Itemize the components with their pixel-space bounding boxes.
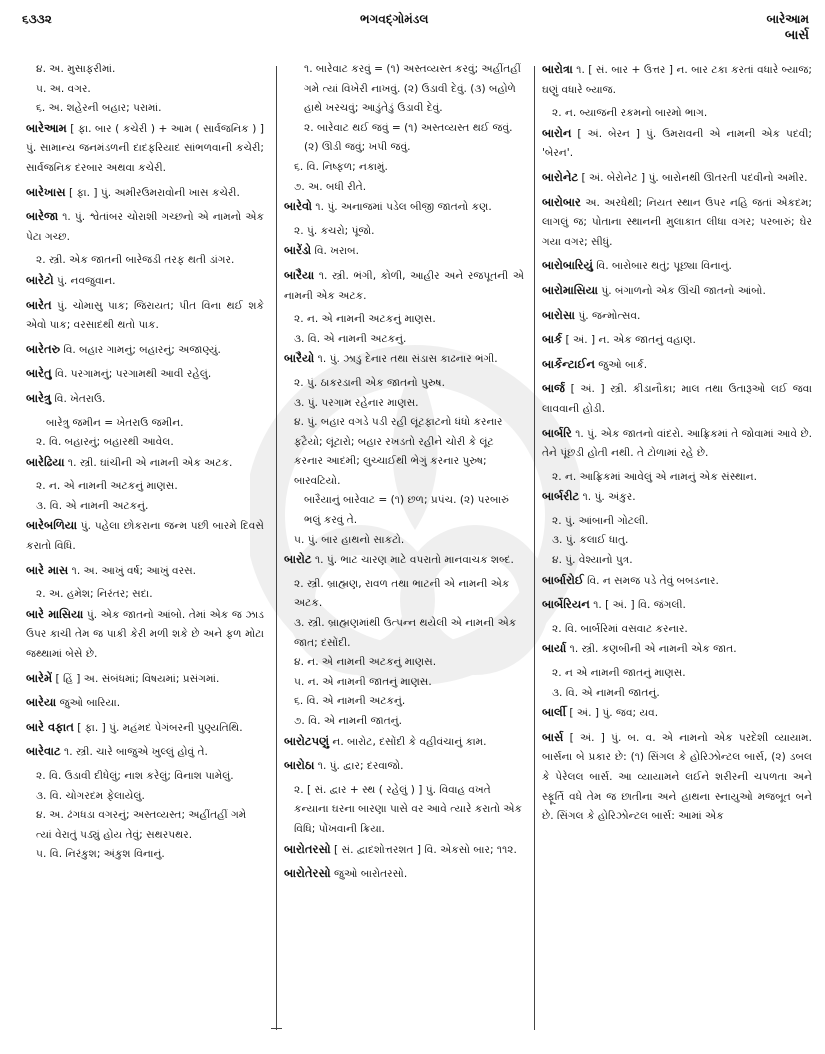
headword: બારૈયા	[284, 267, 315, 282]
dictionary-column-2	[284, 60, 524, 889]
definition-text: [ અં. ] ન. એક જાતનું વહાણ.	[562, 334, 696, 347]
headword: બારોટ	[284, 552, 312, 567]
headword: બારેખાસ	[26, 184, 66, 199]
headword: બારોતેરસો	[284, 866, 331, 881]
dictionary-entry	[26, 389, 264, 410]
headword: બારોસા	[542, 307, 576, 322]
headword: બારેતરુ	[26, 341, 61, 356]
entry-sense	[284, 575, 524, 614]
entry-sense	[284, 178, 524, 198]
dictionary-entry	[542, 281, 812, 302]
dictionary-entry	[284, 266, 524, 306]
entry-sense	[284, 692, 524, 712]
dictionary-entry	[542, 124, 812, 164]
dictionary-entry	[26, 271, 264, 292]
dictionary-entry	[542, 424, 812, 464]
entry-sense	[284, 531, 524, 551]
definition-text: [ અં. બેરન ] પું. ઉમરાવની એ નામની એક પદવી; 'બેરન'.	[542, 127, 812, 160]
definition-text: ૫. વિ. નિરંકુશ; અંકુશ વિનાનું.	[36, 848, 165, 861]
definition-text: ૧. પું. દ્વાર; દરવાજો.	[314, 760, 404, 773]
definition-text: ૧. પું. ઝાડુ દેનાર તથા સંડાસ કાઢનાર ભંગી.	[314, 353, 498, 366]
definition-text: જુઓ બાર્ક.	[594, 358, 648, 371]
definition-text: [ અં. ] પું. જવ; યવ.	[566, 707, 659, 720]
entry-sense	[26, 477, 264, 497]
dictionary-entry	[284, 197, 524, 218]
headword: બારેત્રુ	[26, 390, 52, 405]
entry-sense	[26, 99, 264, 119]
definition-text: ૧. પું. એક જાતનો વાંદરો. આફ્રિકમાં તે જોવામાં આવે છે. તેને પૂંછડી હોતી નથી. તે ટોળામાં રહે છે.	[542, 427, 812, 460]
dictionary-entry	[542, 487, 812, 508]
definition-text: ૩. વિ. એ નામની જાતનું.	[552, 686, 660, 699]
definition-text: ૧. પું. ભાટ ચારણ માટે વપરાતો માનવાચક શબ્દ.	[311, 554, 514, 567]
entry-sense	[542, 104, 812, 124]
entry-sense	[284, 60, 524, 119]
entry-sense	[284, 158, 524, 178]
definition-text: [ અં. બેરોનેટ ] પું. બારોનથી ઊતરતી પદવીનો અમીર.	[578, 171, 808, 184]
headword: બારોતરસો	[284, 841, 331, 856]
headword: બાર્બેરિયન	[542, 597, 590, 612]
dictionary-entry	[542, 168, 812, 189]
dictionary-entry	[26, 516, 264, 556]
definition-text: ૨. પું. આંબાની ગોટલી.	[552, 514, 649, 527]
entry-sense	[542, 551, 812, 571]
page-number: ૬૩૩૨	[22, 12, 52, 26]
definition-text: ૨. [ સં. દ્વાર + સ્થ ( રહેલું ) ] પું. વિવાહ વખતે કન્યાના ઘરના બારણા પાસે વર આવે ત્યારે કરાતો એક વિધિ; પોંખવાની ક્રિયા.	[294, 783, 523, 835]
definition-text: વિ. ન સમજ પડે તેવું બબડનાર.	[583, 574, 719, 587]
dictionary-entry	[542, 60, 812, 100]
definition-text: ૨. અ. હમેશ; નિરંતર; સદા.	[36, 588, 153, 601]
entry-sense	[542, 664, 812, 684]
dictionary-entry	[542, 703, 812, 724]
definition-text: જુઓ બારિયા.	[56, 697, 121, 710]
headword: બાર્બરિ	[542, 425, 572, 440]
column-divider-foot	[271, 1028, 282, 1029]
dictionary-entry	[284, 756, 524, 777]
definition-text: [ હિં ] અ. સંબંધમાં; વિષયમાં; પ્રસંગમાં.	[52, 672, 220, 685]
column-divider	[276, 66, 277, 1030]
definition-text: ૧. સ્ત્રી. ઘાંચીની એ નામની એક અટક.	[64, 456, 233, 469]
page-header	[0, 10, 825, 50]
entry-sense	[26, 433, 264, 453]
definition-text: પું. જન્મોત્સવ.	[575, 309, 641, 322]
definition-text: અ. અરધેથી; નિયત સ્થાન ઉપર નહિ જતાં એકદમ; લાગલું જ; પોતાના સ્થાનની મુલાકાત લીધા વગર; પરબારું; ઘેર ગયા વગર; સીધું.	[542, 196, 812, 248]
definition-text: ૫. પું. બાર હાથનો સાકટો.	[294, 533, 405, 546]
entry-sense	[284, 119, 524, 158]
entry-sense	[284, 614, 524, 653]
dictionary-entry	[284, 550, 524, 571]
headword: બારે માસ	[26, 562, 69, 577]
dictionary-entry	[26, 340, 264, 361]
entry-sense	[26, 767, 264, 787]
headword: બાર્ક	[542, 332, 563, 347]
entry-sense	[284, 413, 524, 491]
entry-sense	[26, 414, 264, 434]
entry-sense	[542, 620, 812, 640]
headword: બારોન	[542, 125, 572, 140]
dictionary-entry	[542, 728, 812, 827]
definition-text: ૩. વિ. એ નામની અટકનું.	[294, 332, 407, 345]
headword: બારૈયો	[284, 351, 315, 366]
definition-text: પું. એક જાતનો આંબો. તેમાં એક જ ઝાડ ઉપર કાચી તેમ જ પાકી કેરી મળી શકે છે અને ફળ મોટા જથ્થામાં બેસે છે.	[26, 608, 264, 661]
entry-sense	[284, 310, 524, 330]
dictionary-entry	[26, 742, 264, 763]
definition-text: ૧. સ્ત્રી. કણબીની એ નામની એક જાત.	[566, 643, 737, 656]
headword: બારેઆમ	[26, 120, 67, 135]
dictionary-entry	[542, 571, 812, 592]
dictionary-entry	[542, 256, 812, 277]
headword: બારેત	[26, 297, 52, 312]
headword: બારોઠા	[284, 758, 315, 773]
definition-text: ૬. અ. શહેરની બહાર; પરામાં.	[36, 102, 162, 115]
definition-text: બારૈયાનું બારેવાટ = (૧) છળ; પ્રપંચ. (૨) પરબારું ભલું કરવું તે.	[304, 494, 509, 527]
headword: બાર્સ	[542, 729, 564, 744]
definition-text: ન. બારોટ, દસોંદી કે વહીવંચાનું કામ.	[329, 735, 487, 748]
headword: બારેજા	[26, 209, 59, 224]
definition-text: ૫. ન. એ નામની જાતનું માણસ.	[294, 675, 432, 688]
definition-text: ૨. સ્ત્રી. બ્રાહ્મણ, રાવળ તથા ભાટની એ નામની એક અટક.	[294, 577, 510, 610]
definition-text: બારેત્રુ જમીન = ખેતરાઉ જમીન.	[46, 416, 184, 429]
definition-text: પું. ચોમાસુ પાક; જિરાયત; પીત વિના થઈ શકે એવો પાક; વરસાદથી થતો પાક.	[26, 299, 264, 332]
dictionary-entry	[26, 296, 264, 336]
headword: બારોત્રા	[542, 62, 573, 76]
definition-text: ૫. અ. વગર.	[36, 82, 91, 95]
definition-text: વિ. બહાર ગામનું; બહારનું; અજાણ્યું.	[60, 343, 221, 356]
definition-text: પું. પહેલા છોકરાના જન્મ પછી બારમે દિવસે કરાતો વિધિ.	[26, 520, 264, 553]
headword: બાર્યા	[542, 641, 567, 656]
definition-text: ૬. વિ. નિષ્ફળ; નકામું.	[294, 160, 388, 173]
definition-text: ૨. વિ. ઉડાવી દીધેલું; નાશ કરેલું; વિનાશ પામેલું.	[36, 770, 234, 782]
definition-text: ૩. વિ. ચોગરદમ ફેલાયેલું.	[36, 789, 145, 802]
headword: બારેંડો	[284, 243, 312, 258]
definition-text: ૨. ન. આફ્રિકમાં આવેલું એ નામનું એક સંસ્થાન.	[552, 470, 757, 483]
headword: બારેમેં	[26, 670, 53, 685]
entry-sense	[284, 222, 524, 242]
entry-sense	[26, 806, 264, 845]
headword: બારેવો	[284, 199, 313, 214]
dictionary-entry	[284, 732, 524, 753]
headword: બાર્બરીટ	[542, 489, 580, 504]
entry-sense	[284, 374, 524, 394]
guide-word-last: બાર્સ	[784, 28, 809, 43]
dictionary-entry	[284, 864, 524, 885]
definition-text: ૨. બારેવાટ થઈ જવું = (૧) અસ્તવ્યસ્ત થઈ જવું. (૨) ઊડી જવું; ખપી જવું.	[304, 121, 513, 154]
dictionary-entry	[542, 595, 812, 616]
headword: બારોમાસિયા	[542, 282, 598, 297]
definition-text: ૨. ન. બ્યાજની રકમનો બારમો ભાગ.	[552, 107, 708, 120]
dictionary-entry	[26, 453, 264, 474]
headword: બાર્કેન્ટાઈન	[542, 356, 595, 371]
headword: બારે માસિયા	[26, 606, 84, 621]
dictionary-entry	[26, 693, 264, 714]
definition-text: ૩. પું. પરગામ રહેનાર માણસ.	[294, 396, 419, 409]
definition-text: [ સં. દ્વાદશોત્તરશત ] વિ. એકસો બાર; ૧૧૨.	[330, 843, 517, 856]
definition-text: [ અં. ] પું. બ. વ. એ નામનો એક પરદેશી વ્યાયામ. બાર્સના બે પ્રકાર છે: (૧) સિંગલ કે હોરિઝોન્ટલ બાર્સ, (૨) ડબલ કે પેરેલલ બાર્સ. આ વ્યાયામને લઈને શરીરની ચપળતા અને સ્ફૂર્તિ વધે તેમ જ છાતીના અને હાથના સ્નાયુઓ મજબૂત બને છે. સિંગલ કે હોરિઝોન્ટલ બાર્સ: આમાં એક	[542, 731, 812, 823]
headword: બારેતુ	[26, 366, 52, 381]
definition-text: વિ. બારોબાર થતું; પૂછ્યા વિનાનું.	[592, 260, 732, 273]
headword: બારેટો	[26, 272, 54, 287]
definition-text: ૨. વિ. બહારનું; બહારથી આવેલ.	[36, 436, 174, 449]
definition-text: ૪. અ. ઢંગધડા વગરનું; અસ્તવ્યસ્ત; અહીંતહીં ગમે ત્યાં વેરાતું પડ્યું હોય તેવું; સથરપથર.	[36, 809, 247, 841]
definition-text: ૧. પું. અંકુર.	[579, 491, 636, 504]
headword: બાર્જ	[542, 381, 565, 396]
definition-text: ૩. પું. કલાઈ ધાતુ.	[552, 534, 629, 547]
definition-text: ૧. બારેવાટ કરવું = (૧) અસ્તવ્યસ્ત કરવું; અહીંતહીં ગમે ત્યાં વિખેરી નાખવું. (૨) ઉડાવી દેવું. (૩) બહોળે હાથે ખરચવું; આડુંતેડું ઉડાવી દેવું.	[304, 63, 521, 115]
definition-text: વિ. ખેતરાઉ.	[51, 392, 106, 405]
definition-text: ૧. સ્ત્રી. ભંગી, કોળી, આહીર અને રજપૂતની એ નામની એક અટક.	[284, 269, 524, 302]
definition-text: ૪. ન. એ નામની અટકનું માણસ.	[294, 656, 437, 669]
definition-text: જુઓ બારોતરસો.	[330, 868, 408, 881]
entry-sense	[284, 394, 524, 414]
entry-sense	[284, 781, 524, 840]
dictionary-entry	[542, 379, 812, 419]
entry-sense	[284, 653, 524, 673]
dictionary-entry	[284, 241, 524, 262]
entry-sense	[284, 491, 524, 530]
definition-text: વિ. ખરાબ.	[311, 245, 359, 258]
definition-text: [ ફા. બાર ( કચેરી ) + આમ ( સાર્વજનિક ) ] પું. સામાન્ય જનમંડળની દાદફરિયાદ સાંભળવાની કચેરી; સાર્વજનિક દરબાર અથવા કચેરી.	[26, 122, 264, 174]
entry-sense	[284, 712, 524, 732]
entry-sense	[26, 497, 264, 517]
entry-sense	[284, 673, 524, 693]
definition-text: પું. નવજુવાન.	[53, 274, 116, 287]
definition-text: ૧. [ અં. ] વિ. જંગલી.	[589, 599, 686, 612]
entry-sense	[284, 330, 524, 350]
dictionary-column-3	[542, 60, 812, 831]
definition-text: ૧. અ. આખું વર્ષ; આખું વરસ.	[68, 564, 197, 577]
headword: બારોબારિયું	[542, 258, 593, 273]
dictionary-entry	[542, 306, 812, 327]
definition-text: [ અં. ] સ્ત્રી. કીડાનૌકા; માલ તથા ઉતારૂઓ લઈ જવા લાવવાની હોડી.	[542, 383, 812, 415]
definition-text: ૨. સ્ત્રી. એક જાતની બારેજડી તરફ થતી ડાંગર.	[36, 254, 235, 267]
dictionary-entry	[26, 561, 264, 582]
headword: બાર્બારોઈ	[542, 572, 584, 587]
dictionary-entry	[26, 183, 264, 204]
definition-text: પું. બંગાળનો એક ઊંચી જાતનો આંબો.	[597, 284, 766, 297]
entry-sense	[542, 468, 812, 488]
definition-text: ૧. [ સં. બાર + ઉત્તર ] ન. બાર ટકા કરતાં વધારે બ્યાજ; ઘણું વધારે બ્યાજ.	[542, 64, 812, 96]
definition-text: [ ફા. ] પું. મહંમદ પેગંબરની પુણ્યતિથિ.	[73, 721, 243, 734]
definition-text: ૨. પું. કચરો; પૂંજો.	[294, 224, 375, 237]
dictionary-entry	[26, 119, 264, 179]
definition-text: ૭. અ. બધી રીતે.	[294, 180, 367, 193]
dictionary-entry	[26, 718, 264, 739]
entry-sense	[542, 512, 812, 532]
headword: બારેયા	[26, 695, 57, 710]
definition-text: ૧. પું. શ્વેતાંબર ચોરાશી ગચ્છનો એ નામનો એક પેટા ગચ્છ.	[26, 211, 264, 243]
dictionary-entry	[542, 193, 812, 253]
dictionary-column-1	[26, 60, 264, 865]
dictionary-entry	[26, 669, 264, 690]
dictionary-entry	[284, 349, 524, 370]
entry-sense	[26, 251, 264, 271]
definition-text: ૪. પું. બહાર વગડે પડી રહી લૂંટફાટનો ધંધો કરનાર ફટૈયો; લૂંટારો; બહાર રખડતો રહીને ચોરી કે લૂંટ કરનાર આદમી; લુચ્ચાઈથી ભેગું કરનાર પુરુષ; બારવટિયો.	[294, 416, 503, 487]
definition-text: ૪. પું. વેશ્યાનો પુત્ર.	[552, 554, 633, 567]
definition-text: ૧. સ્ત્રી. ચારે બાજુએ ખુલ્લું હોવું તે.	[60, 746, 208, 759]
definition-text: ૬. વિ. એ નામની અટકનું.	[294, 695, 406, 708]
dictionary-entry	[542, 355, 812, 376]
headword: બારેઢિયા	[26, 454, 65, 469]
definition-text: ૭. વિ. એ નામની જાતનું.	[294, 715, 403, 727]
entry-sense	[542, 531, 812, 551]
definition-text: વિ. પરગામનું; પરગામથી આવી રહેલું.	[51, 368, 212, 381]
entry-sense	[26, 585, 264, 605]
dictionary-entry	[26, 207, 264, 247]
entry-sense	[26, 60, 264, 80]
headword: બારેવાટ	[26, 744, 61, 759]
dictionary-entry	[26, 364, 264, 385]
definition-text: ૩. વિ. એ નામની અટકનું.	[36, 499, 149, 512]
guide-word-first: બારેઆમ	[766, 12, 809, 26]
entry-sense	[542, 684, 812, 704]
definition-text: ૧. પું. અનાજમાં પડેલ બીજી જાતનો કણ.	[312, 201, 492, 214]
definition-text: ૨. વિ. બાર્બરિમાં વસવાટ કરનાર.	[552, 622, 688, 635]
book-title: ભગવદ્ગોમંડલ	[360, 12, 429, 26]
headword: બારોબાર	[542, 194, 581, 209]
definition-text: ૩. સ્ત્રી. બ્રાહ્મણમાંથી ઉત્પન્ન થયેલી એ નામની એક જાત; દસોંદી.	[294, 617, 517, 649]
dictionary-entry	[542, 639, 812, 660]
definition-text: ૪. અ. મુસાફરીમાં.	[36, 63, 116, 75]
definition-text: ૨. ન. એ નામની અટકનું માણસ.	[294, 313, 436, 326]
headword: બારે વફાત	[26, 719, 74, 734]
headword: બાર્લી	[542, 705, 567, 720]
definition-text: ૨. ન એ નામની જાતનું માણસ.	[552, 667, 686, 680]
entry-sense	[26, 787, 264, 807]
definition-text: [ ફા. ] પું. અમીરઉમરાવોની ખાસ કચેરી.	[65, 186, 240, 199]
column-divider	[534, 66, 535, 1030]
headword: બારોનેટ	[542, 169, 579, 184]
headword: બારોટપણું	[284, 733, 330, 748]
definition-text: ૨. પું. ઠાકરડાની એક જાતનો પુરુષ.	[294, 376, 445, 389]
entry-sense	[26, 845, 264, 865]
headword: બારેબળિયા	[26, 518, 78, 533]
dictionary-entry	[542, 330, 812, 351]
entry-sense	[26, 80, 264, 100]
dictionary-entry	[284, 840, 524, 861]
definition-text: ૨. ન. એ નામની અટકનું માણસ.	[36, 480, 178, 493]
dictionary-entry	[26, 605, 264, 665]
